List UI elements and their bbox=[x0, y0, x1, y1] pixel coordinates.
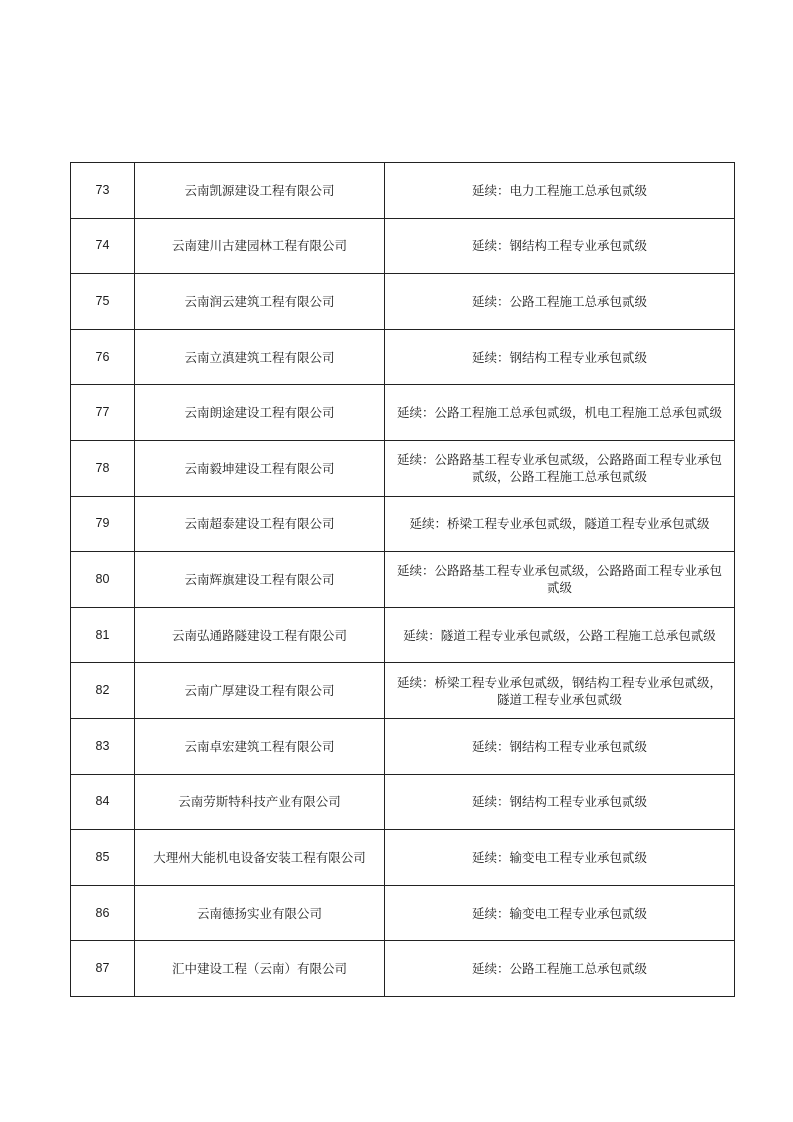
company-name: 云南劳斯特科技产业有限公司 bbox=[135, 774, 385, 830]
company-name: 云南广厚建设工程有限公司 bbox=[135, 663, 385, 719]
company-name: 大理州大能机电设备安装工程有限公司 bbox=[135, 830, 385, 886]
row-number: 83 bbox=[71, 718, 135, 774]
qualification-scope-text: 延续：钢结构工程专业承包贰级 bbox=[471, 238, 647, 254]
row-number: 82 bbox=[71, 663, 135, 719]
qualification-scope-text: 延续：桥梁工程专业承包贰级，钢结构工程专业承包贰级，隧道工程专业承包贰级 bbox=[396, 674, 722, 707]
table-row bbox=[71, 718, 735, 774]
company-name: 云南润云建筑工程有限公司 bbox=[135, 274, 385, 330]
qualification-table bbox=[70, 162, 735, 997]
row-number: 78 bbox=[71, 440, 135, 496]
company-name: 云南卓宏建筑工程有限公司 bbox=[135, 718, 385, 774]
row-number: 74 bbox=[71, 218, 135, 274]
qualification-scope-text: 延续：钢结构工程专业承包贰级 bbox=[471, 794, 647, 810]
row-number: 80 bbox=[71, 552, 135, 608]
qualification-scope-text: 延续：隧道工程专业承包贰级，公路工程施工总承包贰级 bbox=[403, 627, 716, 643]
table-row bbox=[71, 218, 735, 274]
company-name: 云南毅坤建设工程有限公司 bbox=[135, 440, 385, 496]
row-number: 87 bbox=[71, 941, 135, 997]
qualification-scope bbox=[385, 774, 735, 830]
qualification-scope-text: 延续：公路路基工程专业承包贰级，公路路面工程专业承包贰级，公路工程施工总承包贰级 bbox=[396, 452, 722, 485]
row-number: 84 bbox=[71, 774, 135, 830]
company-name: 云南辉旗建设工程有限公司 bbox=[135, 552, 385, 608]
qualification-scope-text: 延续：公路路基工程专业承包贰级，公路路面工程专业承包贰级 bbox=[396, 563, 722, 596]
qualification-scope bbox=[385, 440, 735, 496]
row-number: 86 bbox=[71, 885, 135, 941]
qualification-scope-text: 延续：公路工程施工总承包贰级，机电工程施工总承包贰级 bbox=[396, 405, 722, 421]
table-row bbox=[71, 885, 735, 941]
qualification-scope bbox=[385, 607, 735, 663]
company-name: 云南德扬实业有限公司 bbox=[135, 885, 385, 941]
company-name: 汇中建设工程（云南）有限公司 bbox=[135, 941, 385, 997]
qualification-scope bbox=[385, 274, 735, 330]
company-name: 云南凯源建设工程有限公司 bbox=[135, 163, 385, 219]
row-number: 73 bbox=[71, 163, 135, 219]
company-name: 云南超泰建设工程有限公司 bbox=[135, 496, 385, 552]
qualification-scope-text: 延续：钢结构工程专业承包贰级 bbox=[471, 738, 647, 754]
table-row bbox=[71, 663, 735, 719]
row-number: 79 bbox=[71, 496, 135, 552]
table-row bbox=[71, 329, 735, 385]
qualification-scope bbox=[385, 663, 735, 719]
table-row bbox=[71, 607, 735, 663]
qualification-scope-text: 延续：电力工程施工总承包贰级 bbox=[471, 182, 647, 198]
qualification-scope-text: 延续：钢结构工程专业承包贰级 bbox=[471, 349, 647, 365]
qualification-scope bbox=[385, 218, 735, 274]
qualification-scope bbox=[385, 385, 735, 441]
row-number: 76 bbox=[71, 329, 135, 385]
table-row bbox=[71, 774, 735, 830]
table-row bbox=[71, 440, 735, 496]
qualification-scope-text: 延续：输变电工程专业承包贰级 bbox=[471, 849, 647, 865]
company-name: 云南弘通路隧建设工程有限公司 bbox=[135, 607, 385, 663]
qualification-scope bbox=[385, 830, 735, 886]
company-name: 云南立滇建筑工程有限公司 bbox=[135, 329, 385, 385]
table-row bbox=[71, 274, 735, 330]
qualification-scope bbox=[385, 552, 735, 608]
qualification-scope bbox=[385, 329, 735, 385]
qualification-scope-text: 延续：桥梁工程专业承包贰级，隧道工程专业承包贰级 bbox=[409, 516, 710, 532]
qualification-scope bbox=[385, 496, 735, 552]
qualification-scope bbox=[385, 718, 735, 774]
qualification-scope bbox=[385, 163, 735, 219]
qualification-scope-text: 延续：输变电工程专业承包贰级 bbox=[471, 905, 647, 921]
row-number: 81 bbox=[71, 607, 135, 663]
qualification-scope bbox=[385, 941, 735, 997]
qualification-scope-text: 延续：公路工程施工总承包贰级 bbox=[471, 961, 647, 977]
table-row bbox=[71, 830, 735, 886]
table-row bbox=[71, 941, 735, 997]
table-row bbox=[71, 163, 735, 219]
qualification-scope bbox=[385, 885, 735, 941]
row-number: 75 bbox=[71, 274, 135, 330]
table-body bbox=[71, 163, 735, 997]
row-number: 77 bbox=[71, 385, 135, 441]
company-name: 云南建川古建园林工程有限公司 bbox=[135, 218, 385, 274]
company-name: 云南朗途建设工程有限公司 bbox=[135, 385, 385, 441]
table-row bbox=[71, 496, 735, 552]
table-row bbox=[71, 385, 735, 441]
qualification-scope-text: 延续：公路工程施工总承包贰级 bbox=[471, 293, 647, 309]
row-number: 85 bbox=[71, 830, 135, 886]
table-row bbox=[71, 552, 735, 608]
